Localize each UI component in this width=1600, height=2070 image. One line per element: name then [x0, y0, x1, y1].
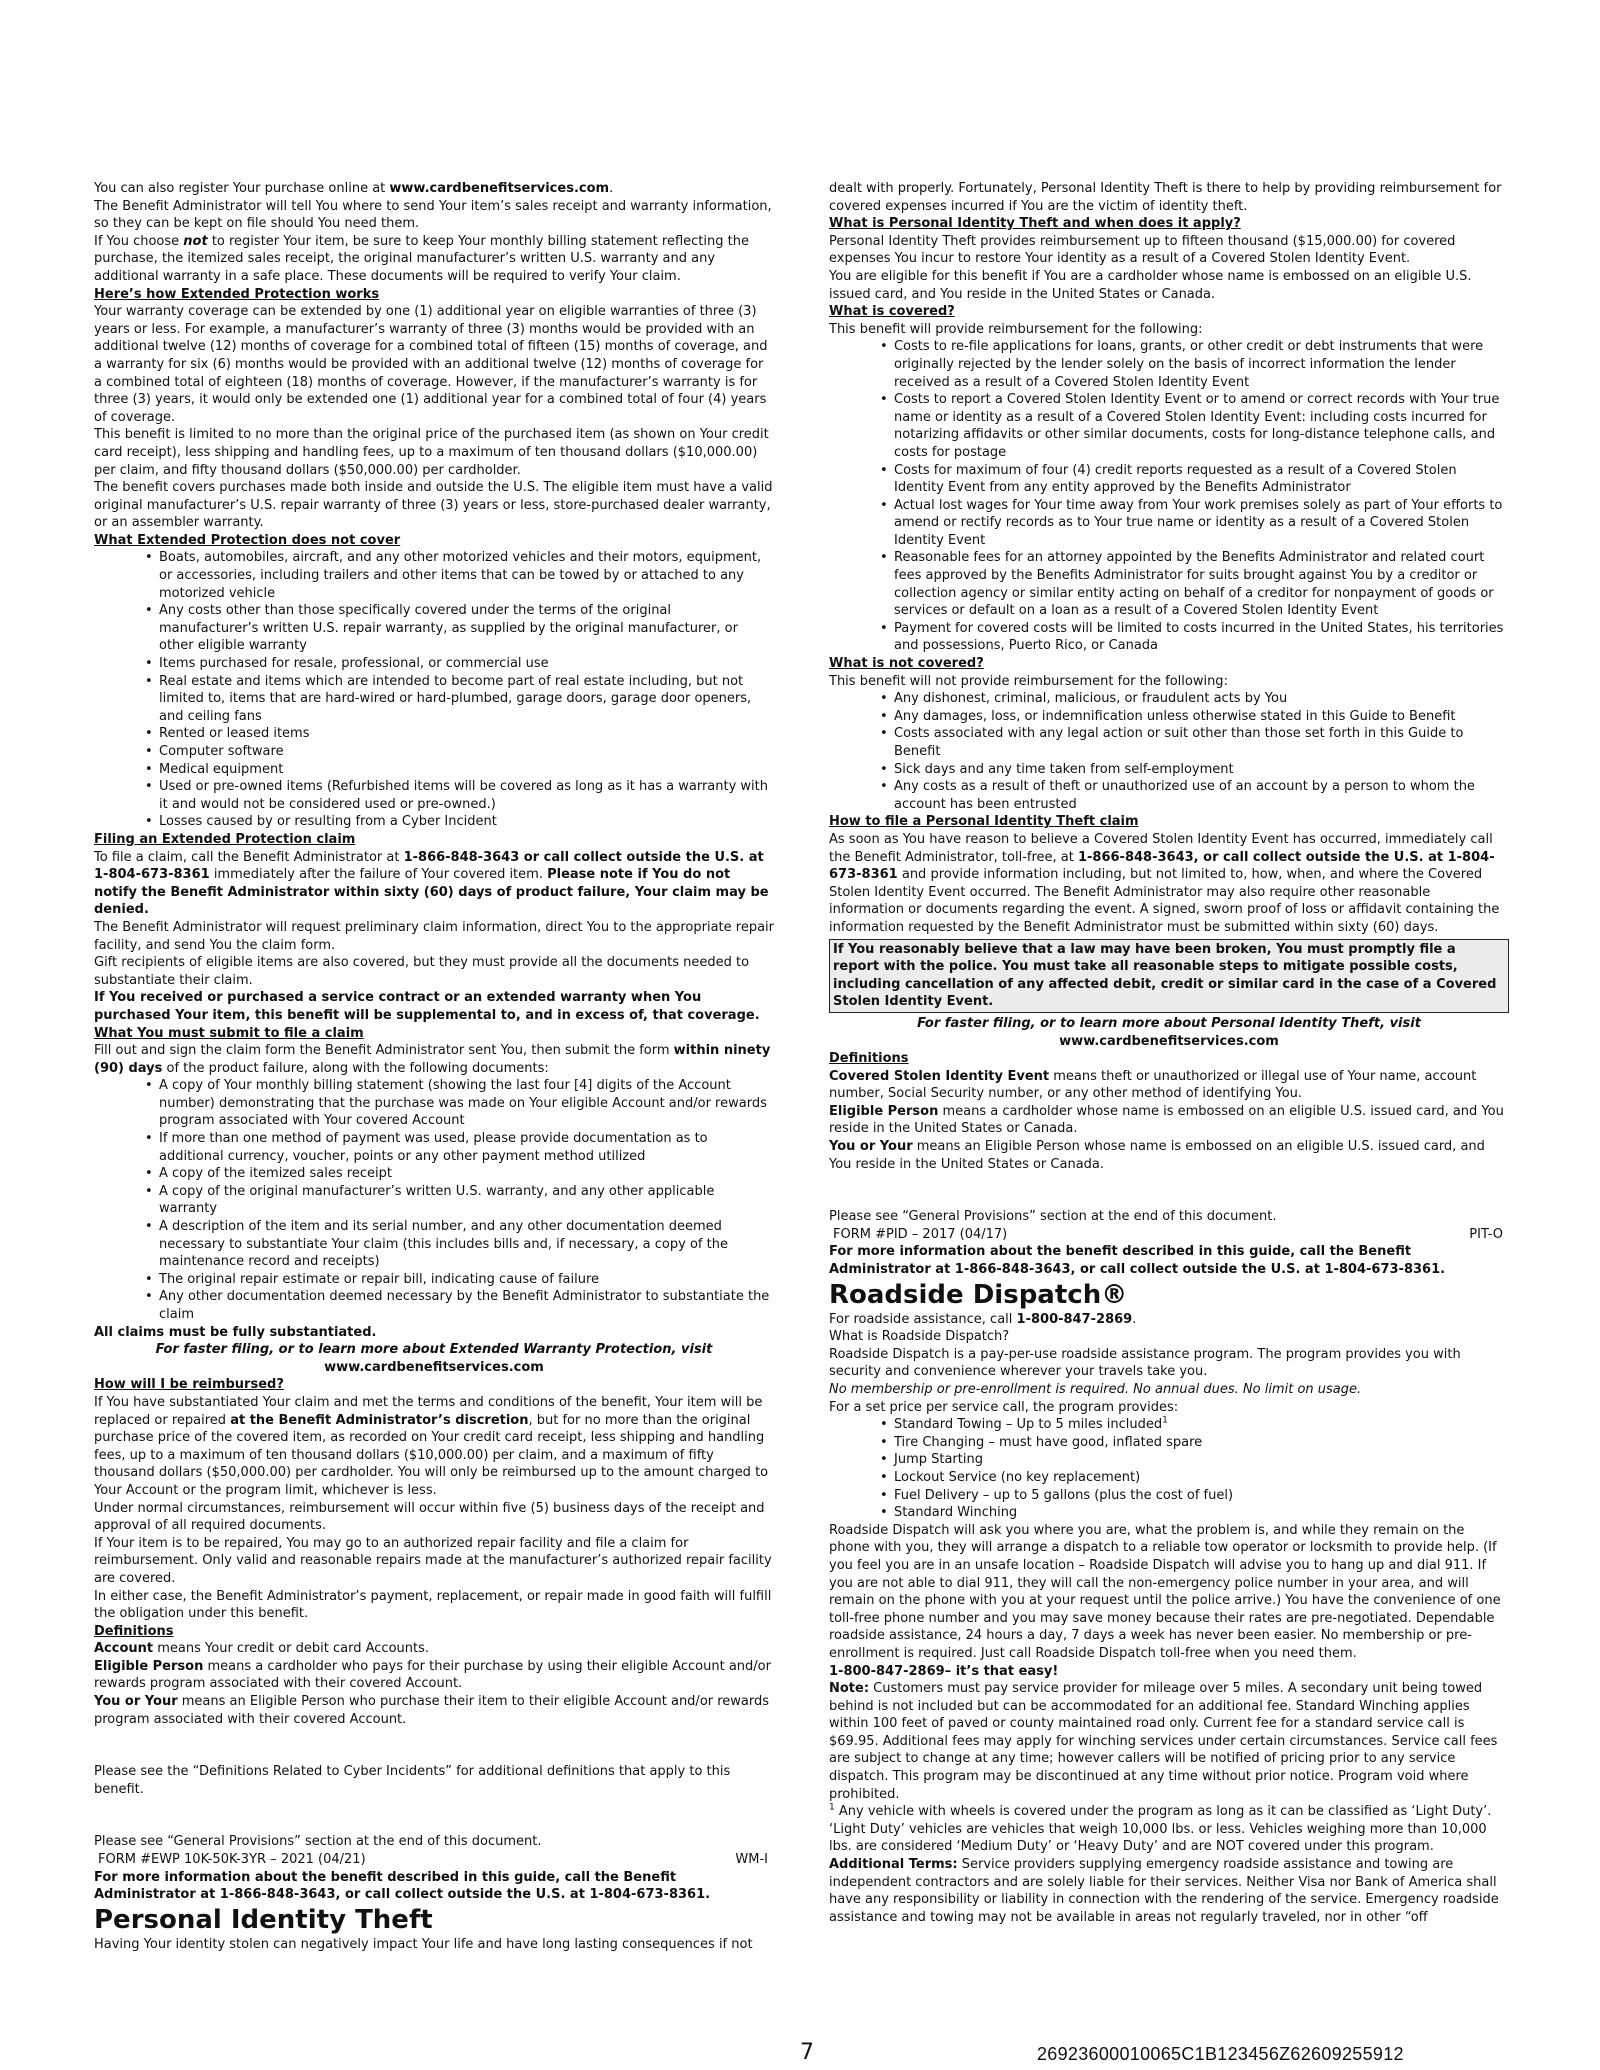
reimb-paragraph-2: Under normal circumstances, reimbursement will occur within five (5) business days of the receipt and approval of all required documents.	[94, 1500, 765, 1534]
roadside-footnote: $^1$ Any vehicle with wheels is covered under the program as long as it can be classified as ‘Light Duty’. ‘Light Duty’ vehicles are vehicles that weigh 10,000 lbs. or less. Vehicles weighing more than 10,000 lbs. are considered ‘Medium Duty’ or ‘Heavy Duty’ and are NOT covered under this program.	[829, 1802, 1492, 1855]
roadside-phone[interactable]: 1-800-847-2869	[1016, 1311, 1133, 1327]
list-item: • Rented or leased items	[159, 725, 774, 743]
form-id-row	[94, 1851, 774, 1869]
list-item: • Costs to re-file applications for loans, grants, or other credit or debt instruments that were originally rejected by the lender solely on the basis of incorrect information the lender received as a result of a Covered Stolen Identity Event	[894, 338, 1509, 391]
form-code: WM-I	[735, 1852, 768, 1868]
list-item: • Any damages, loss, or indemnification unless otherwise stated in this Guide to Benefit	[894, 708, 1509, 726]
barcode-text: 26923600010065C1B123456Z62609255912	[1037, 2044, 1404, 2064]
list-item: • Items purchased for resale, professional, or commercial use	[159, 655, 774, 673]
left-column	[94, 180, 774, 1953]
list-item: • A description of the item and its serial number, and any other documentation deemed necessary to substantiate Your claim (this includes bills and, if necessary, a copy of the maintenance record and receipts)	[159, 1218, 774, 1271]
register-paragraph-2: The Benefit Administrator will tell You where to send Your item’s sales receipt and warranty information, so they can be kept on file should You need them.	[94, 198, 772, 232]
filing-paragraph-4: If You received or purchased a service contract or an extended warranty when You purchased Your item, this benefit will be supplemental to, and in excess of, that coverage.	[94, 990, 760, 1023]
faster-filing-url[interactable]: www.cardbenefitservices.com	[324, 1359, 544, 1375]
faster-filing-note: For faster filing, or to learn more about Personal Identity Theft, visit	[917, 1015, 1421, 1031]
more-info: For more information about the benefit described in this guide, call the Benefit Administrator at 1-866-848-3643, or call collect outside the U.S. at 1-804-673-8361.	[94, 1869, 711, 1903]
right-column	[829, 180, 1509, 1926]
all-claims-note: All claims must be fully substantiated.	[94, 1324, 377, 1340]
register-paragraph: You can also register Your purchase online at www.cardbenefitservices.com.	[94, 181, 614, 196]
list-item: • Real estate and items which are intended to become part of real estate including, but not limited to, items that are hard-wired or hard-plumbed, garage doors, garage door openers, and ceiling fans	[159, 673, 774, 726]
list-item: • A copy of Your monthly billing statement (showing the last four [4] digits of the Account number) demonstrating that the purchase was made on Your eligible Account and/or rewards program associated with Your covered Account	[159, 1077, 774, 1130]
definition-eligible-person: Eligible Person means a cardholder who pays for their purchase by using their eligible Account and/or rewards program associated with their covered Account.	[94, 1658, 771, 1692]
list-item: • Standard Towing – Up to 5 miles included$^1$	[894, 1416, 1509, 1434]
list-item: • Any dishonest, criminal, malicious, or fraudulent acts by You	[894, 690, 1509, 708]
definition-you: You or Your means an Eligible Person who purchase their item to their eligible Account and/or rewards program associated with their covered Account.	[94, 1694, 770, 1727]
heading-definitions: Definitions	[94, 1623, 174, 1639]
roadside-set-price: For a set price per service call, the program provides:	[829, 1399, 1179, 1415]
works-paragraph-3: The benefit covers purchases made both inside and outside the U.S. The eligible item must have a valid original manufacturer’s U.S. repair warranty of three (3) years or less, store-purchased dealer warranty, or an assembler warranty.	[94, 480, 773, 531]
heading-not-covered: What is not covered?	[829, 656, 984, 672]
list-item: • Reasonable fees for an attorney appointed by the Benefits Administrator and related court fees approved by the Benefits Administrator for suits brought against You by a creditor or collection agency or similar entity acting on behalf of a creditor for nonpayment of goods or services or default on a loan as a result of a Covered Stolen Identity Event	[894, 549, 1509, 619]
heading-not-cover: What Extended Protection does not cover	[94, 532, 401, 548]
submit-list	[94, 1077, 774, 1323]
register-paragraph-3: If You choose not to register Your item, be sure to keep Your monthly billing statement reflecting the purchase, the itemized sales receipt, the original manufacturer’s written U.S. warranty and any additional warranty in a safe place. These documents will be required to verify Your claim.	[94, 233, 749, 284]
list-item: • Actual lost wages for Your time away from Your work premises solely as part of Your efforts to amend or rectify records as to Your true name or identity as a result of a Covered Stolen Identity Event	[894, 497, 1509, 550]
filing-paragraph-2: The Benefit Administrator will request preliminary claim information, direct You to the appropriate repair facility, and send You the claim form.	[94, 919, 774, 953]
list-item: • Medical equipment	[159, 761, 774, 779]
roadside-services-list	[829, 1416, 1509, 1522]
form-code: PIT-O	[1469, 1226, 1503, 1242]
list-item: • A copy of the itemized sales receipt	[159, 1165, 774, 1183]
list-item: • Costs to report a Covered Stolen Identity Event or to amend or correct records with Your true name or identity as a result of a Covered Stolen Identity Event: including costs incurred for notarizing affidavits or other similar documents, costs for long-distance telephone calls, and costs for postage	[894, 391, 1509, 461]
list-item: • The original repair estimate or repair bill, indicating cause of failure	[159, 1271, 774, 1289]
pit-continuation: dealt with properly. Fortunately, Personal Identity Theft is there to help by providing reimbursement for covered expenses incurred if You are the victim of identity theft.	[829, 181, 1502, 214]
not-covered-intro: This benefit will not provide reimbursement for the following:	[829, 673, 1228, 689]
heading-reimbursed: How will I be reimbursed?	[94, 1377, 284, 1393]
roadside-what-question: What is Roadside Dispatch?	[829, 1329, 1010, 1345]
list-item: • Standard Winching	[894, 1504, 1509, 1522]
list-item: • Sick days and any time taken from self-employment	[894, 761, 1509, 779]
form-id-row	[829, 1226, 1509, 1244]
covered-list	[829, 338, 1509, 655]
page-number: 7	[800, 2040, 814, 2065]
general-provisions-note: Please see “General Provisions” section at the end of this document.	[94, 1834, 542, 1850]
footnote-marker: 1	[1162, 1415, 1168, 1426]
filing-paragraph-1: To file a claim, call the Benefit Administrator at 1-866-848-3643 or call collect outside the U.S. at 1-804-673-8361 immediately after the failure of Your covered item. Please note if You do not notify the Benefit Administrator within sixty (60) days of product failure, Your claim may be denied.	[94, 849, 769, 918]
reimb-paragraph-4: In either case, the Benefit Administrator’s payment, replacement, or repair made in good faith will fulfill the obligation under this benefit.	[94, 1588, 772, 1622]
heading-what-is-pit: What is Personal Identity Theft and when does it apply?	[829, 216, 1241, 232]
heading-submit: What You must submit to file a claim	[94, 1025, 364, 1041]
police-report-callout: If You reasonably believe that a law may have been broken, You must promptly file a report with the police. You must take all reasonable steps to mitigate possible costs, including cancellation of any affected debit, credit or similar card in the case of a Covered Stolen Identity Event.	[829, 939, 1509, 1013]
list-item: • Tire Changing – must have good, inflated spare	[894, 1434, 1509, 1452]
form-id: FORM #EWP 10K-50K-3YR – 2021 (04/21)	[98, 1852, 366, 1868]
footnote-marker: 1	[829, 1802, 835, 1813]
list-item: • Costs associated with any legal action or suit other than those set forth in this Guide to Benefit	[894, 725, 1509, 760]
submit-paragraph: Fill out and sign the claim form the Benefit Administrator sent You, then submit the form within ninety (90) days of the product failure, along with the following documents:	[94, 1043, 771, 1076]
definition-eligible-person: Eligible Person means a cardholder whose name is embossed on an eligible U.S. issued card, and You reside in the United States or Canada.	[829, 1103, 1504, 1137]
section-title-personal-identity-theft: Personal Identity Theft	[94, 1904, 433, 1935]
roadside-what: Roadside Dispatch is a pay-per-use roadside assistance program. The program provides you with security and convenience wherever your travels take you.	[829, 1346, 1461, 1380]
faster-filing-url[interactable]: www.cardbenefitservices.com	[1059, 1033, 1279, 1049]
faster-filing-note: For faster filing, or to learn more about Extended Warranty Protection, visit	[155, 1342, 713, 1358]
covered-intro: This benefit will provide reimbursement for the following:	[829, 321, 1203, 337]
definition-covered-stolen-identity-event: Covered Stolen Identity Event means theft or unauthorized or illegal use of Your name, account number, Social Security number, or any other method of identifying You.	[829, 1068, 1477, 1102]
list-item: • Jump Starting	[894, 1451, 1509, 1469]
more-info: For more information about the benefit described in this guide, call the Benefit Administrator at 1-866-848-3643, or call collect outside the U.S. at 1-804-673-8361.	[829, 1244, 1446, 1278]
heading-how-it-works: Here’s how Extended Protection works	[94, 286, 380, 302]
definition-account: Account means Your credit or debit card Accounts.	[94, 1641, 430, 1657]
list-item: • Lockout Service (no key replacement)	[894, 1469, 1509, 1487]
roadside-note: Note: Customers must pay service provider for mileage over 5 miles. A secondary unit being towed behind is not included but can be accommodated for an additional fee. Standard Winching applies within 100 feet of paved or county maintained road only. Current fee for a standard service call is $69.95. Additional fees may apply for winching services under certain circumstances. Service call fees are subject to change at any time; however callers will be notified of pricing prior to any service dispatch. This program may be discontinued at any time without prior notice. Program void where prohibited.	[829, 1681, 1498, 1802]
list-item: • Used or pre-owned items (Refurbished items will be covered as long as it has a warranty with it and would not be considered used or pre-owned.)	[159, 778, 774, 813]
list-item: • Boats, automobiles, aircraft, and any other motorized vehicles and their motors, equipment, or accessories, including trailers and other items that can be towed by or attached to any motorized vehicle	[159, 549, 774, 602]
roadside-easy: 1-800-847-2869– it’s that easy!	[829, 1663, 1059, 1679]
list-item: • Fuel Delivery – up to 5 gallons (plus the cost of fuel)	[894, 1487, 1509, 1505]
roadside-body: Roadside Dispatch will ask you where you are, what the problem is, and while they remain on the phone with you, they will arrange a dispatch to a reliable tow operator or locksmith to provide help. (If you feel you are in an unsafe location – Roadside Dispatch will advise you to hang up and dial 911. If you are not able to dial 911, they will call the non-emergency police number in your area, and will remain on the phone with you at your request until the police arrive.) You have the convenience of one toll-free phone number and you may save money because their rates are pre-negotiated. Dependable roadside assistance, 24 hours a day, 7 days a week has never been easier. No membership or pre-enrollment is required. Just call Roadside Dispatch toll-free when you need them.	[829, 1522, 1501, 1661]
roadside-additional-terms: Additional Terms: Service providers supplying emergency roadside assistance and towing are independent contractors and are solely liable for their services. Neither Visa nor Bank of America shall have any responsibility or liability in connection with the rendering of the service. Emergency roadside assistance and towing may not be available in areas not regularly traveled, nor in other “off	[829, 1857, 1499, 1925]
what-paragraph-1: Personal Identity Theft provides reimbursement up to fifteen thousand ($15,000.00) for covered expenses You incur to restore Your identity as a result of a Covered Stolen Identity Event.	[829, 233, 1456, 267]
list-item: • If more than one method of payment was used, please provide documentation as to additional currency, voucher, points or any other payment method utilized	[159, 1130, 774, 1165]
list-item: • Losses caused by or resulting from a Cyber Incident	[159, 813, 774, 831]
reimb-paragraph-3: If Your item is to be repaired, You may go to an authorized repair facility and file a claim for reimbursement. Only valid and reasonable repairs made at the manufacturer’s authorized repair facility are covered.	[94, 1535, 772, 1586]
heading-filing: Filing an Extended Protection claim	[94, 831, 356, 847]
reimb-paragraph-1: If You have substantiated Your claim and met the terms and conditions of the benefit, Your item will be replaced or repaired at the Benefit Administrator’s discretion, but for no more than the original purchase price of the covered item, as recorded on Your credit card receipt, less shipping and handling fees, up to a maximum of ten thousand dollars ($10,000.00) per claim, and a maximum of fifty thousand dollars ($50,000.00) per cardholder. You will only be reimbursed up to the amount charged to Your Account or the program limit, whichever is less.	[94, 1394, 769, 1498]
heading-definitions: Definitions	[829, 1051, 909, 1067]
roadside-no-membership: No membership or pre-enrollment is required. No annual dues. No limit on usage.	[829, 1382, 1362, 1397]
list-item: • Computer software	[159, 743, 774, 761]
what-paragraph-2: You are eligible for this benefit if You are a cardholder whose name is embossed on an eligible U.S. issued card, and You reside in the United States or Canada.	[829, 268, 1472, 302]
list-item: • Payment for covered costs will be limited to costs incurred in the United States, his territories and possessions, Puerto Rico, or Canada	[894, 620, 1509, 655]
works-paragraph-1: Your warranty coverage can be extended by one (1) additional year on eligible warranties of three (3) years or less. For example, a manufacturer’s warranty of three (3) months would be provided with an additional twelve (12) months of coverage for a combined total of fifteen (15) months of coverage, and a warranty for six (6) months would be provided with an additional twelve (12) months of coverage for a combined total of eighteen (18) months of coverage. However, if the manufacturer’s warranty is for three (3) years, it would only be extended one (1) additional year for a combined total of four (4) years of coverage.	[94, 304, 768, 425]
not-cover-list	[94, 549, 774, 831]
how-to-file-paragraph: As soon as You have reason to believe a Covered Stolen Identity Event has occurred, immediately call the Benefit Administrator, toll-free, at 1-866-848-3643, or call collect outside the U.S. at 1-804-673-8361 and provide information including, but not limited to, how, when, and where the Covered Stolen Identity Event occurred. The Benefit Administrator may also require other reasonable information or documents regarding the event. A signed, sworn proof of loss or affidavit containing the information requested by the Benefit Administrator must be submitted within sixty (60) days.	[829, 831, 1500, 935]
works-paragraph-2: This benefit is limited to no more than the original price of the purchased item (as shown on Your credit card receipt), less shipping and handling fees, up to a maximum of ten thousand dollars ($10,000.00) per claim, and fifty thousand dollars ($50,000.00) per cardholder.	[94, 427, 769, 478]
filing-paragraph-3: Gift recipients of eligible items are also covered, but they must provide all the documents needed to substantiate their claim.	[94, 955, 750, 988]
list-item: • A copy of the original manufacturer’s written U.S. warranty, and any other applicable warranty	[159, 1183, 774, 1218]
list-item: • Any other documentation deemed necessary by the Benefit Administrator to substantiate the claim	[159, 1288, 774, 1323]
pit-intro: Having Your identity stolen can negatively impact Your life and have long lasting consequences if not	[94, 1936, 753, 1952]
list-item: • Costs for maximum of four (4) credit reports requested as a result of a Covered Stolen Identity Event from any entity approved by the Benefits Administrator	[894, 462, 1509, 497]
heading-how-to-file: How to file a Personal Identity Theft claim	[829, 814, 1139, 830]
cyber-note: Please see the “Definitions Related to Cyber Incidents” for additional definitions that apply to this benefit.	[94, 1764, 731, 1797]
roadside-call: For roadside assistance, call 1-800-847-2869.	[829, 1311, 1137, 1327]
form-id: FORM #PID – 2017 (04/17)	[833, 1226, 1008, 1242]
section-title-roadside-dispatch: Roadside Dispatch®	[829, 1279, 1128, 1310]
register-url[interactable]: www.cardbenefitservices.com	[389, 181, 610, 196]
list-item: • Any costs other than those specifically covered under the terms of the original manufacturer’s written U.S. repair warranty, as supplied by the original manufacturer, or other eligible warranty	[159, 602, 774, 655]
list-item: • Any costs as a result of theft or unauthorized use of an account by a person to whom the account has been entrusted	[894, 778, 1509, 813]
definition-you: You or Your means an Eligible Person whose name is embossed on an eligible U.S. issued card, and You reside in the United States or Canada.	[829, 1139, 1485, 1172]
not-covered-list	[829, 690, 1509, 813]
general-provisions-note: Please see “General Provisions” section at the end of this document.	[829, 1209, 1277, 1225]
heading-what-covered: What is covered?	[829, 304, 955, 320]
